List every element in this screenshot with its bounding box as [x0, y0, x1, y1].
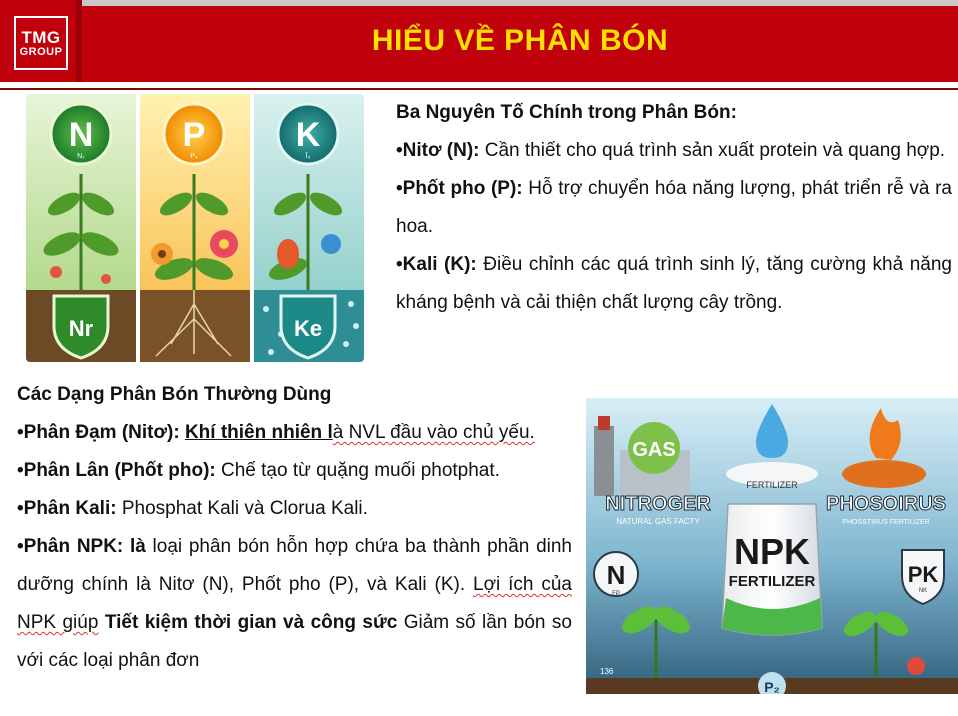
- npk-label: •Phân NPK: là: [17, 536, 146, 557]
- type-item-lan: [17, 452, 572, 490]
- npk-small-p: P₄: [190, 153, 198, 160]
- dam-label: •Phân Đạm (Nitơ):: [17, 422, 180, 443]
- tmg-logo: [14, 16, 68, 70]
- type-item-kali: [17, 490, 572, 528]
- page-title: HIỂU VỀ PHÂN BÓN: [371, 24, 669, 57]
- npk-letter-p: P: [182, 116, 206, 154]
- header-divider: [0, 88, 958, 90]
- npk-benefit: Lợi ích của NPK giúp: [17, 574, 573, 633]
- lan-label: •Phân Lân (Phốt pho):: [17, 460, 216, 481]
- dam-bold-underlined: Khí thiên nhiên l: [184, 422, 333, 443]
- type-item-dam: [17, 414, 572, 452]
- npk-bold-benefit: Tiết kiệm thời gian và công sức: [98, 612, 398, 633]
- phosphorus-subtitle: PHOSSTIRUS FERTILIZER: [842, 519, 930, 526]
- logo-line1: TMG: [21, 27, 61, 47]
- label-136: 136: [600, 667, 614, 676]
- logo-line2: GROUP: [19, 45, 63, 58]
- fertilizer-types-section: [17, 376, 572, 680]
- nutrient-p-label: •Phốt pho (P):: [396, 178, 523, 199]
- badge-n-sub: FP: [612, 591, 620, 597]
- badge-n-label: N: [606, 560, 626, 590]
- npk-small-k: Ī₃: [305, 153, 311, 160]
- fertilizer-top-label: FERTILIZER: [746, 480, 798, 490]
- types-heading: Các Dạng Phân Bón Thường Dùng: [17, 384, 332, 405]
- gas-label: GAS: [632, 439, 676, 461]
- dam-rest: à NVL đầu vào chủ yếu.: [332, 422, 535, 443]
- npk-small-n: N₂: [77, 153, 85, 160]
- nutrient-item-p: [396, 170, 952, 246]
- kali-label: •Phân Kali:: [17, 498, 117, 519]
- lan-text: Chế tạo từ quặng muối photphat.: [215, 460, 500, 481]
- nutrient-k-text: Điều chỉnh các quá trình sinh lý, tăng cường khả năng kháng bệnh và cải thiện chất lượng cây trồng.: [396, 254, 952, 313]
- bag-fertilizer-label: FERTILIZER: [728, 573, 816, 590]
- bag-npk-label: NPK: [733, 531, 811, 572]
- npk-letter-k: K: [295, 116, 321, 154]
- npk-illustration: [26, 94, 364, 362]
- nitrogen-title: NITROGER: [605, 493, 711, 515]
- nutrient-item-n: [396, 132, 952, 170]
- npk-tail: Giảm số lần bón so với các loại phân đơn: [17, 612, 572, 671]
- nutrient-n-label: •Nitơ (N):: [396, 140, 480, 161]
- phosphorus-title: PHOSOIRUS: [825, 493, 947, 515]
- type-item-npk: [17, 528, 572, 680]
- badge-pk-sub: NK: [918, 588, 928, 594]
- badge-p-label: P₂: [764, 679, 780, 694]
- header-top-strip: [82, 0, 958, 6]
- shield-n-label: Nr: [68, 316, 94, 341]
- kali-text: Phosphat Kali và Clorua Kali.: [116, 498, 368, 519]
- npk-letter-n: N: [68, 116, 94, 154]
- nitrogen-subtitle: NATURAL GAS FACTY: [616, 517, 700, 526]
- nutrient-n-text: Cần thiết cho quá trình sản xuất protein và quang hợp.: [479, 140, 946, 161]
- nutrients-heading: Ba Nguyên Tố Chính trong Phân Bón:: [396, 102, 737, 123]
- nutrient-p-text: Hỗ trợ chuyển hóa năng lượng, phát triển rễ và ra hoa.: [396, 178, 952, 237]
- shield-k-label: Ke: [293, 316, 323, 341]
- badge-pk-label: PK: [907, 562, 939, 587]
- npk-text: loại phân bón hỗn hợp chứa ba thành phần dinh dưỡng chính là Nitơ (N), Phốt pho (P), và Kali (K).: [17, 536, 573, 595]
- fertilizer-infographic: [586, 398, 958, 694]
- nutrient-item-k: [396, 246, 952, 322]
- nutrients-section: [396, 94, 952, 322]
- nutrient-k-label: •Kali (K):: [396, 254, 477, 275]
